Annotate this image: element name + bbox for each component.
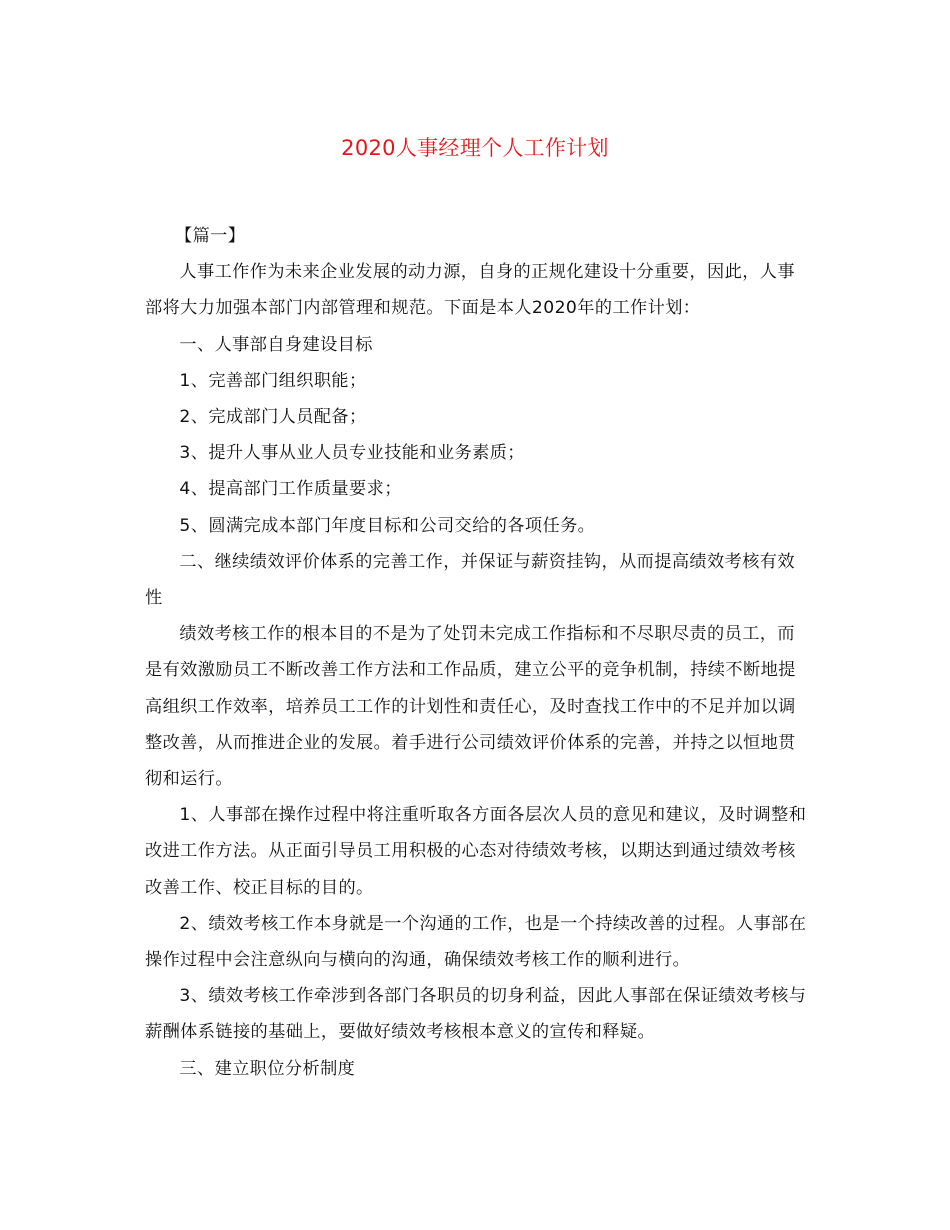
document-title: 2020人事经理个人工作计划: [341, 136, 609, 160]
list-item-2: 2、完成部门人员配备；: [179, 407, 367, 428]
list-item-3: 3、提升人事从业人员专业技能和业务素质；: [179, 443, 525, 464]
body-paragraph: 绩效考核工作的根本目的不是为了处罚未完成工作指标和不尽职尽责的员工，而是有效激励员工不断改善工作方法和工作品质，建立公平的竞争机制，持续不断地提高组织工作效率，培养员工工作的计划性和责任心，及时查找工作中的不足并加以调整改善，从而推进企业的发展。着手进行公司绩效评价体系的完善，并持之以恒地贯彻和运行。: [145, 624, 796, 790]
heading-1: 一、人事部自身建设目标: [179, 334, 373, 355]
intro-paragraph: 人事工作作为未来企业发展的动力源，自身的正规化建设十分重要，因此，人事部将大力加强本部门内部管理和规范。下面是本人2020年的工作计划：: [145, 262, 795, 319]
section-tag: 【篇一】: [175, 226, 246, 246]
heading-2: 二、继续绩效评价体系的完善工作，并保证与薪资挂钩，从而提高绩效考核有效性: [145, 551, 795, 609]
sub-item-1: 1、人事部在操作过程中将注重听取各方面各层次人员的意见和建议，及时调整和改进工作方法。从正面引导员工用积极的心态对待绩效考核，以期达到通过绩效考核改善工作、校正目标的目的。: [145, 805, 807, 898]
heading-3: 三、建立职位分析制度: [179, 1058, 356, 1079]
sub-item-3: 3、绩效考核工作牵涉到各部门各职员的切身利益，因此人事部在保证绩效考核与薪酬体系链接的基础上，要做好绩效考核根本意义的宣传和释疑。: [145, 986, 807, 1043]
list-item-4: 4、提高部门工作质量要求；: [179, 479, 402, 500]
document-body: [145, 218, 807, 1087]
list-item-5: 5、圆满完成本部门年度目标和公司交给的各项任务。: [179, 515, 596, 536]
list-item-1: 1、完善部门组织职能；: [179, 370, 367, 391]
sub-item-2: 2、绩效考核工作本身就是一个沟通的工作，也是一个持续改善的过程。人事部在操作过程中会注意纵向与横向的沟通，确保绩效考核工作的顺利进行。: [145, 913, 807, 971]
